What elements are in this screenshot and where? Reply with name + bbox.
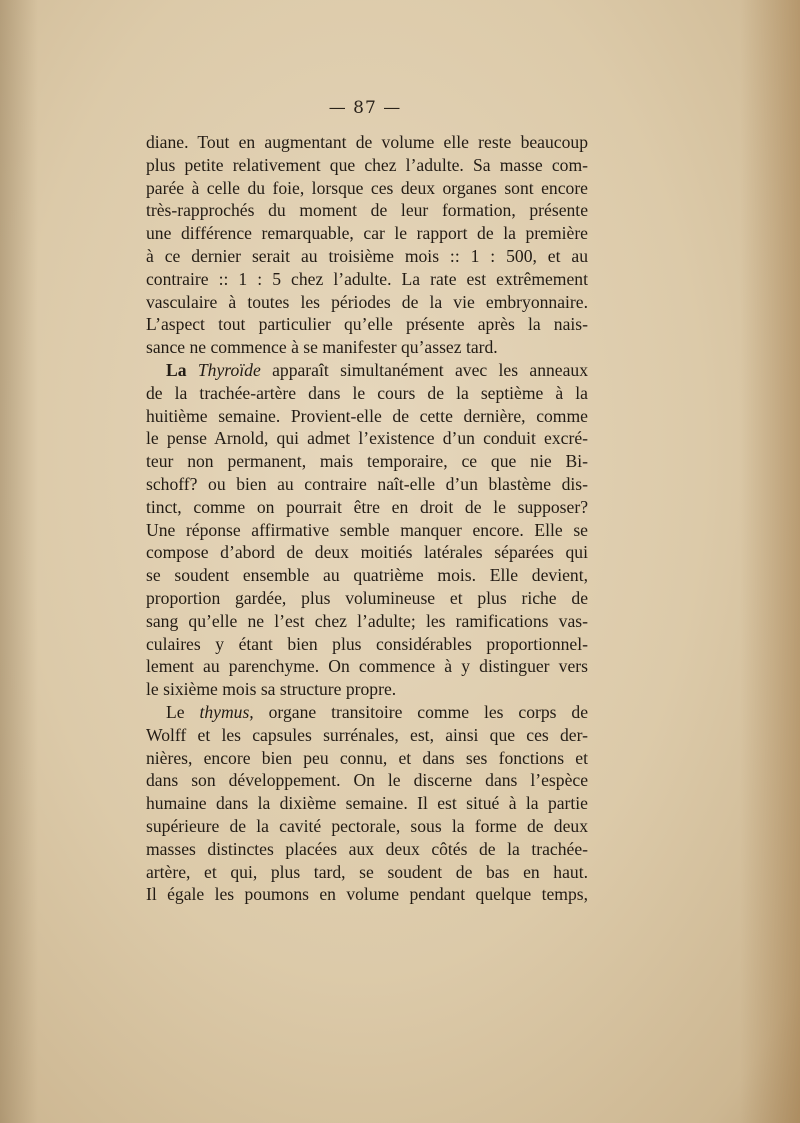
text-line: se soudent ensemble au quatrième mois. Elle devient, [146,565,588,586]
text-line: schoff? ou bien au contraire naît-elle d’un blastème dis- [146,473,588,494]
paragraph-lead: Le [166,701,185,722]
text-line: diane. Tout en augmentant de volume elle reste beaucoup [146,132,588,152]
page-edge-shadow-right [740,0,800,1123]
paragraph-spleen [146,131,588,359]
text-line: Une réponse affirmative semble manquer encore. Elle se [146,519,588,540]
text-line: sang qu’elle ne l’est chez l’adulte; les ramifications vas- [146,610,588,631]
page-edge-shadow-left [0,0,38,1123]
text-line: artère, et qui, plus tard, se soudent de bas en haut. [146,861,588,882]
text-line: culaires y étant bien plus considérables proportionnel- [146,633,588,654]
text-line: très-rapprochés du moment de leur formation, présente [146,200,588,221]
text-line: L’aspect tout particulier qu’elle présente après la nais- [146,314,588,335]
text-line: une différence remarquable, car le rapport de la première [146,223,588,244]
text-line: sance ne commence à se manifester qu’assez tard. [146,337,498,358]
text-line: à ce dernier serait au troisième mois :: 1 : 500, et au [146,245,588,266]
term-thyroide: Thyroïde [197,359,261,380]
text-line: le sixième mois sa structure propre. [146,679,397,700]
text-line: lement au parenchyme. On commence à y distinguer vers [146,656,588,677]
text-line: Il égale les poumons en volume pendant quelque temps, [146,884,588,905]
text-line: compose d’abord de deux moitiés latérales séparées qui [146,542,588,563]
paragraph-lead: La [166,359,187,380]
text-line: proportion gardée, plus volumineuse et plus riche de [146,587,588,608]
paragraph-thymus [146,701,588,906]
page-number: — 87 — [328,98,402,118]
text-line: nières, encore bien peu connu, et dans ses fonctions et [146,747,588,768]
text-line: tinct, comme on pourrait être en droit de le supposer? [146,496,588,517]
text-line-first [146,701,588,724]
text-line: parée à celle du foie, lorsque ces deux organes sont encore [146,177,588,198]
text-line: contraire :: 1 : 5 chez l’adulte. La rate est extrêmement [146,268,588,289]
text-line: teur non permanent, mais temporaire, ce que nie Bi- [146,451,588,472]
text-line-rest: organe transitoire comme les corps de [268,701,589,722]
paragraph-thyroid [146,359,588,701]
text-line: de la trachée-artère dans le cours de la septième à la [146,382,588,403]
text-line: dans son développement. On le discerne dans l’espèce [146,770,588,791]
text-line: huitième semaine. Provient-elle de cette dernière, comme [146,405,588,426]
text-line: vasculaire à toutes les périodes de la vie embryonnaire. [146,291,588,312]
text-line: humaine dans la dixième semaine. Il est situé à la partie [146,793,588,814]
text-line-rest: apparaît simultanément avec les anneaux [272,359,588,380]
text-line: masses distinctes placées aux deux côtés de la trachée- [146,838,588,859]
term-thymus: thymus, [199,701,254,722]
text-line: Wolff et les capsules surrénales, est, ainsi que ces der- [146,724,588,745]
body-text [146,131,588,906]
text-line: plus petite relativement que chez l’adulte. Sa masse com- [146,154,588,175]
text-line: le pense Arnold, qui admet l’existence d’un conduit excré- [146,428,588,449]
text-line: supérieure de la cavité pectorale, sous la forme de deux [146,815,588,836]
text-line-first [146,359,588,382]
